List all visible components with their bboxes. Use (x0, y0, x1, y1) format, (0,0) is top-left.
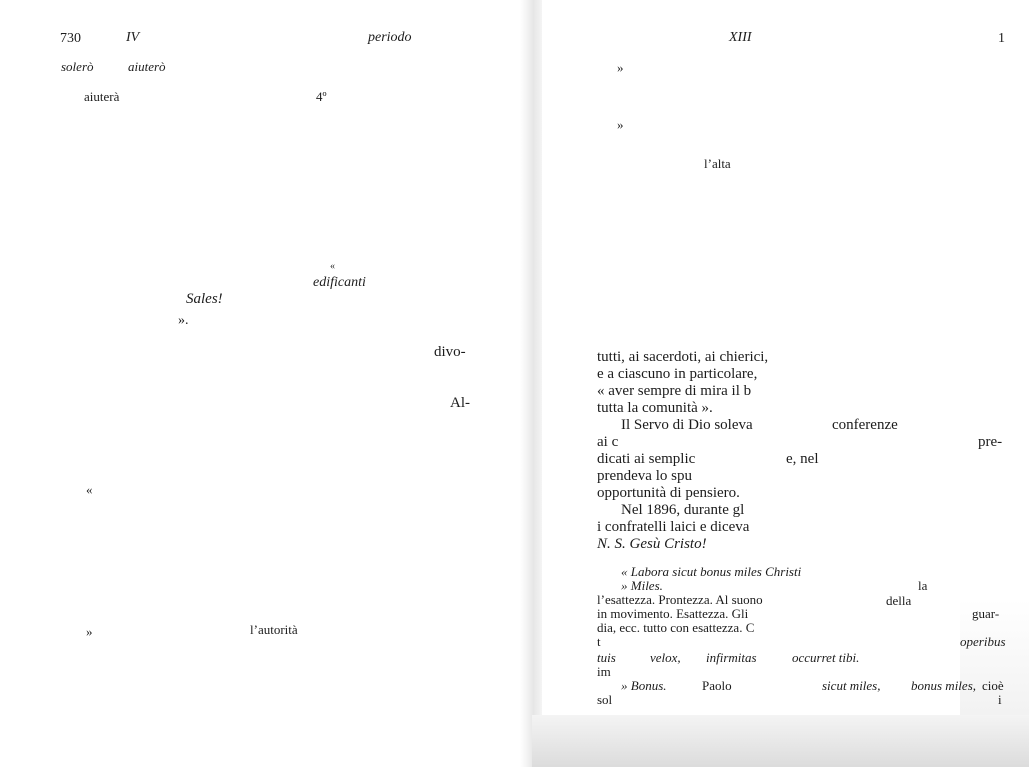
quote-line-4b: guar- (972, 606, 1000, 621)
fragment-pre: pre- (978, 434, 1003, 450)
fragment-al: Al- (450, 395, 470, 411)
left-section-label: IV (126, 30, 140, 45)
quote-line-2a: » Miles. (621, 578, 663, 593)
left-page-number: 730 (60, 31, 81, 46)
fragment-close-quote: » (86, 624, 93, 639)
fragment-open-quote: « (330, 261, 335, 272)
fragment-fourth: 4º (316, 89, 327, 104)
body-line-9: opportunità di pensiero. (597, 485, 740, 501)
quote-line-9b: Paolo (702, 678, 732, 693)
body-line-10: Nel 1896, durante gl (621, 502, 745, 518)
body-line-6: ai c (597, 434, 619, 450)
quote-line-7c: infirmitas (706, 650, 757, 665)
body-line-11: i confratelli laici e diceva (597, 519, 750, 535)
quote-line-6b: operibus (960, 634, 1006, 649)
body-line-1: tutti, ai sacerdoti, ai chierici, (597, 349, 769, 365)
quote-line-10a: sol (597, 692, 613, 707)
body-line-8: prendeva lo spu (597, 468, 692, 484)
quote-line-7a: tuis (597, 650, 616, 665)
quote-line-8: im (597, 664, 611, 679)
body-line-4: tutta la comunità ». (597, 400, 713, 416)
quote-line-10b: i (998, 692, 1002, 707)
quote-line-9c: sicut miles, (822, 678, 881, 693)
left-running-title: periodo (368, 30, 412, 45)
fragment-close-quote-b: » (617, 117, 624, 132)
body-line-5: Il Servo di Dio soleva (621, 417, 753, 433)
body-line-12: N. S. Gesù Cristo! (597, 536, 707, 552)
fragment-open-quote-2: « (86, 482, 93, 497)
bottom-scan-shadow (532, 715, 1029, 767)
fragment-sales: Sales! (186, 291, 223, 307)
quote-line-3b: della (886, 593, 912, 608)
quote-line-5: dia, ecc. tutto con esattezza. C (597, 620, 755, 635)
fragment-solero: solerò (61, 59, 94, 74)
quote-line-2b: la (918, 578, 928, 593)
fragment-close-quote-period: ». (178, 313, 189, 328)
right-page-number: 1 (998, 31, 1005, 46)
right-running-title: XIII (729, 30, 752, 45)
fragment-edificanti: edificanti (313, 275, 366, 290)
fragment-close-quote-a: » (617, 60, 624, 75)
fragment-aiutera: aiuterà (84, 89, 120, 104)
fragment-aiutero: aiuterò (128, 59, 166, 74)
body-line-3: « aver sempre di mira il b (597, 383, 752, 399)
body-line-2: e a ciascuno in particolare, (597, 366, 758, 382)
fragment-divo: divo- (434, 344, 466, 360)
quote-line-1: « Labora sicut bonus miles Christi (621, 564, 802, 579)
quote-line-9a: » Bonus. (621, 678, 667, 693)
fragment-lautorita: l’autorità (250, 622, 298, 637)
quote-line-7b: velox, (650, 650, 681, 665)
book-gutter (520, 0, 542, 767)
fragment-e-nel: e, nel (786, 451, 819, 467)
quote-line-9e: cioè (982, 678, 1004, 693)
fragment-lalta: l’alta (704, 156, 731, 171)
body-line-7: dicati ai semplic (597, 451, 696, 467)
quote-line-7d: occurret tibi. (792, 650, 860, 665)
fragment-conferenze: conferenze (832, 417, 898, 433)
quote-line-4a: in movimento. Esattezza. Gli (597, 606, 749, 621)
quote-line-9d: bonus miles, (911, 678, 976, 693)
quote-line-3a: l’esattezza. Prontezza. Al suono (597, 592, 763, 607)
quote-line-6a: t (597, 634, 601, 649)
